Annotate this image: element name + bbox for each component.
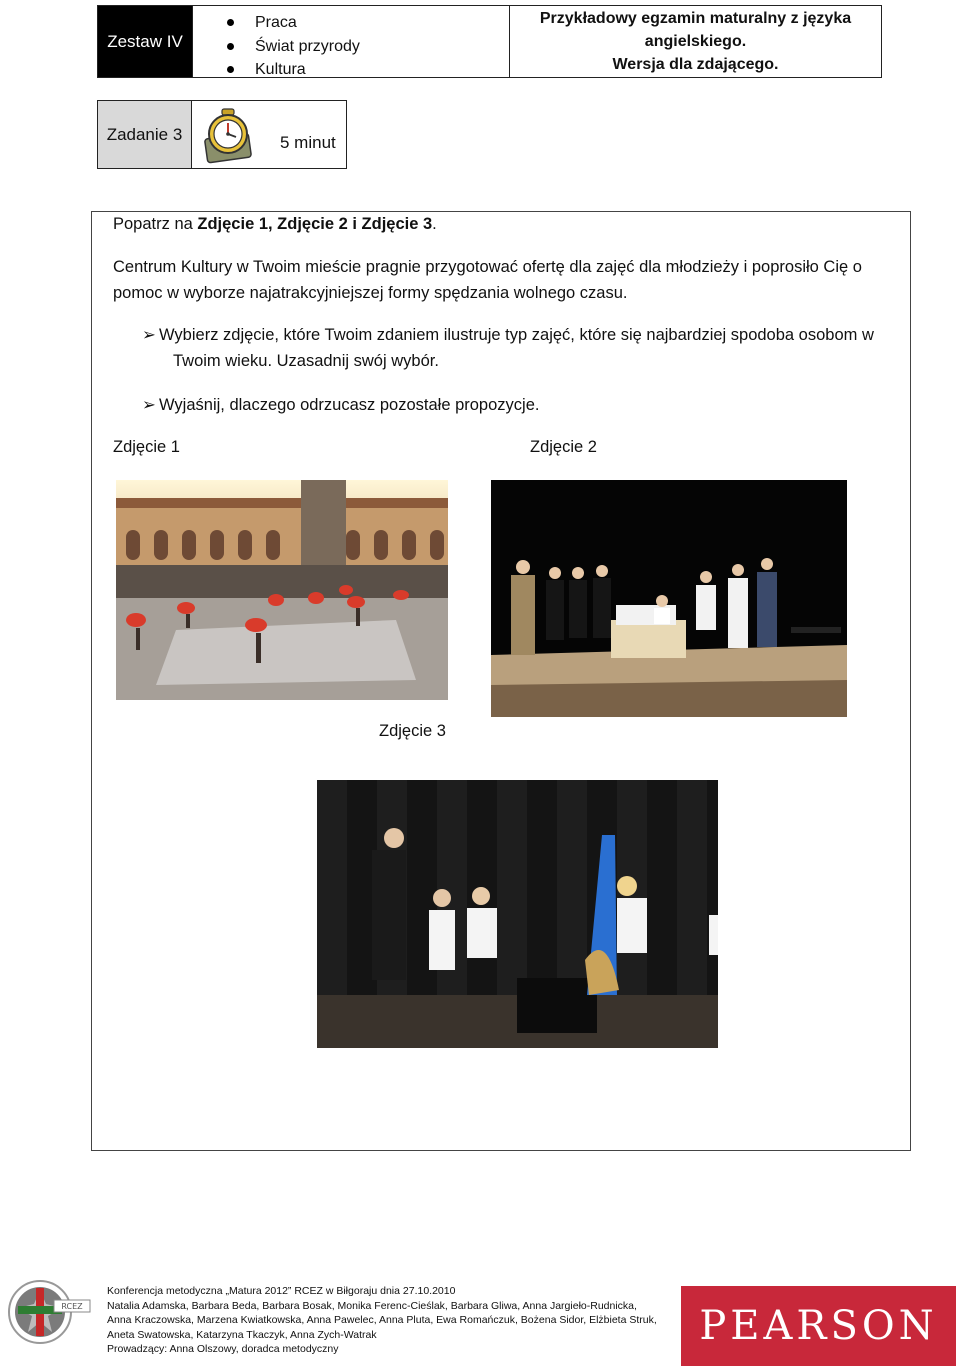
instruction-1: ➢ Wybierz zdjęcie, które Twoim zdaniem ilustruje typ zajęć, które się najbardziej spodoba osobom w Twoim wieku. Uzasadnij swój wybór. (142, 322, 907, 374)
photo-2-theatre-stage (491, 480, 847, 717)
header-table (97, 5, 882, 78)
svg-text:RCEZ: RCEZ (61, 1302, 83, 1311)
task-box (97, 100, 347, 169)
topic-item: Praca (255, 11, 509, 35)
topic-item: Kultura (255, 58, 509, 82)
task-time: 5 minut (280, 133, 336, 152)
task-label: Zadanie 3 (98, 101, 192, 168)
topic-item: Świat przyrody (255, 35, 509, 59)
exam-title: Przykładowy egzamin maturalny z języka angielskiego. Wersja dla zdającego. (539, 10, 852, 73)
photo-1-caption: Zdjęcie 1 (113, 438, 180, 456)
topics-list (192, 6, 510, 77)
rcez-logo (6, 1278, 92, 1346)
photo-3-concert (317, 780, 718, 1048)
instruction-2: ➢ Wyjaśnij, dlaczego odrzucasz pozostałe propozycje. (142, 392, 907, 418)
intro-text: Popatrz na Zdjęcie 1, Zdjęcie 2 i Zdjęcie 3. (113, 215, 437, 233)
arrow-bullet-icon: ➢ (142, 326, 156, 344)
context-text: Centrum Kultury w Twoim mieście pragnie przygotować ofertę dla zajęć dla młodzieży i poprosiło Cię o pomoc w wyborze najatrakcyjniejszej formy spędzania wolnego czasu. (113, 258, 862, 302)
photo-3-caption: Zdjęcie 3 (379, 722, 446, 740)
set-label: Zestaw IV (98, 6, 192, 77)
stopwatch-icon (202, 106, 254, 164)
pearson-logo: PEARSON (681, 1286, 956, 1366)
footer-credits: Konferencja metodyczna „Matura 2012” RCEZ w Biłgoraju dnia 27.10.2010 Natalia Adamska, Barbara Beda, Barbara Bosak, Monika Ferenc-Cieślak, Barbara Gliwa, Anna Jargieło-Rudnicka, Anna Kraczowska, Marzena Kwiatkowska, Anna Pawelec, Anna Pluta, Ewa Romańczuk, Bożena Sidor, Elżbieta Struk, Aneta Swatowska, Katarzyna Tkaczyk, Anna Zych-Watrak Prowadzący: Anna Olszowy, doradca metodyczny (107, 1285, 657, 1356)
arrow-bullet-icon: ➢ (142, 396, 156, 414)
photo-2-caption: Zdjęcie 2 (530, 438, 597, 456)
photo-1-breakdancers (116, 480, 448, 700)
